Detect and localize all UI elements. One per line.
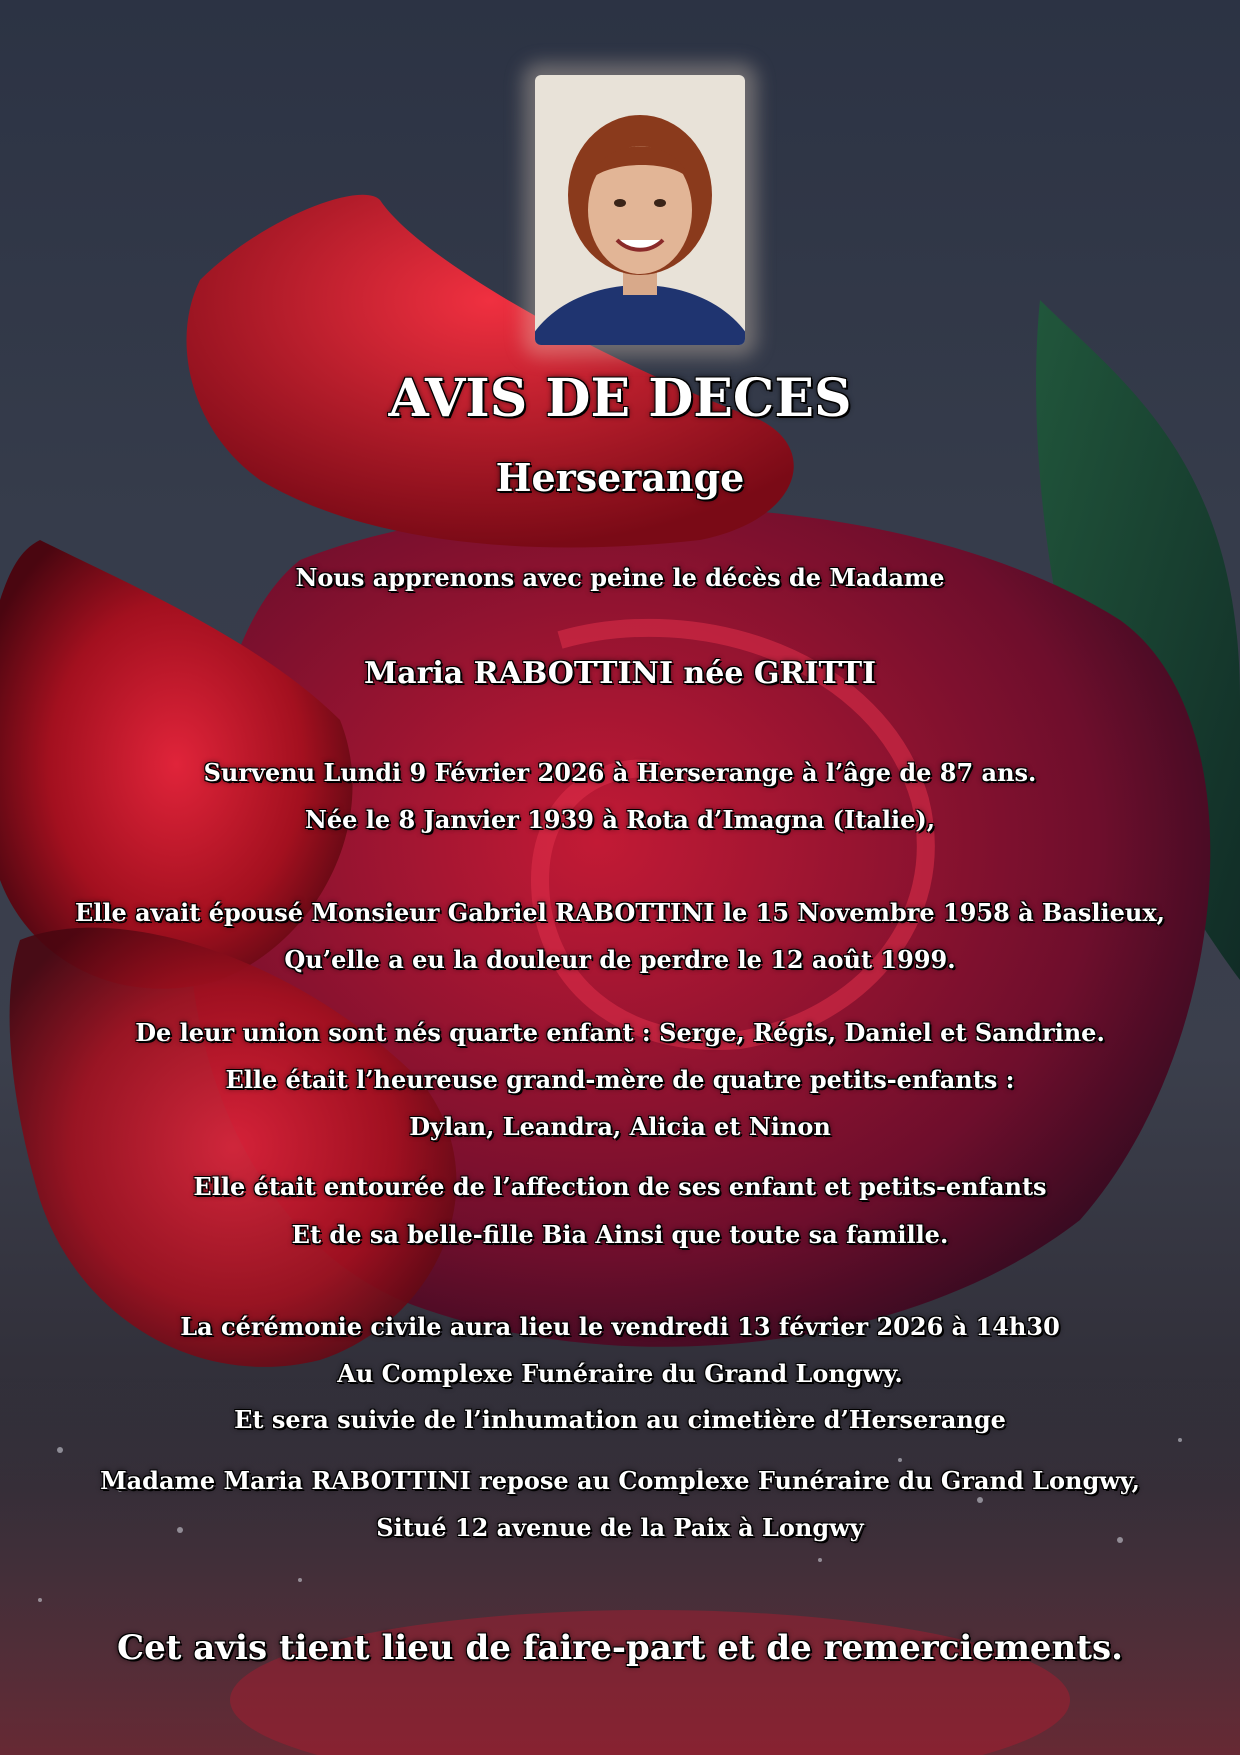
address-line: Situé 12 avenue de la Paix à Longwy (376, 1513, 864, 1542)
deceased-name: Maria RABOTTINI née GRITTI (363, 656, 877, 691)
ceremony-line: La cérémonie civile aura lieu le vendredi 13 février 2026 à 14h30 (180, 1312, 1060, 1341)
affection-line: Elle était entourée de l’affection de ses enfant et petits-enfants (193, 1172, 1047, 1201)
birth-line: Née le 8 Janvier 1939 à Rota d’Imagna (Italie), (304, 805, 936, 834)
death-line: Survenu Lundi 9 Février 2026 à Herserange à l’âge de 87 ans. (203, 758, 1037, 787)
closing-line: Cet avis tient lieu de faire-part et de remerciements. (117, 1628, 1123, 1668)
children-line: De leur union sont nés quarte enfant : Serge, Régis, Daniel et Sandrine. (135, 1018, 1105, 1047)
intro-line: Nous apprenons avec peine le décès de Madame (295, 563, 945, 592)
marriage-line: Elle avait épousé Monsieur Gabriel RABOTTINI le 15 Novembre 1958 à Baslieux, (74, 898, 1166, 927)
rest-line: Madame Maria RABOTTINI repose au Complexe Funéraire du Grand Longwy, (100, 1466, 1140, 1495)
town-name: Herserange (495, 455, 745, 500)
burial-line: Et sera suivie de l’inhumation au cimetière d’Herserange (234, 1405, 1006, 1434)
family-line: Et de sa belle-fille Bia Ainsi que toute sa famille. (291, 1220, 949, 1249)
ceremony-place-line: Au Complexe Funéraire du Grand Longwy. (337, 1359, 903, 1388)
grandchildren-line: Dylan, Leandra, Alicia et Ninon (409, 1112, 831, 1141)
loss-line: Qu’elle a eu la douleur de perdre le 12 août 1999. (284, 945, 956, 974)
grandmother-line: Elle était l’heureuse grand-mère de quatre petits-enfants : (225, 1065, 1015, 1094)
notice-title: AVIS DE DECES (388, 368, 852, 429)
